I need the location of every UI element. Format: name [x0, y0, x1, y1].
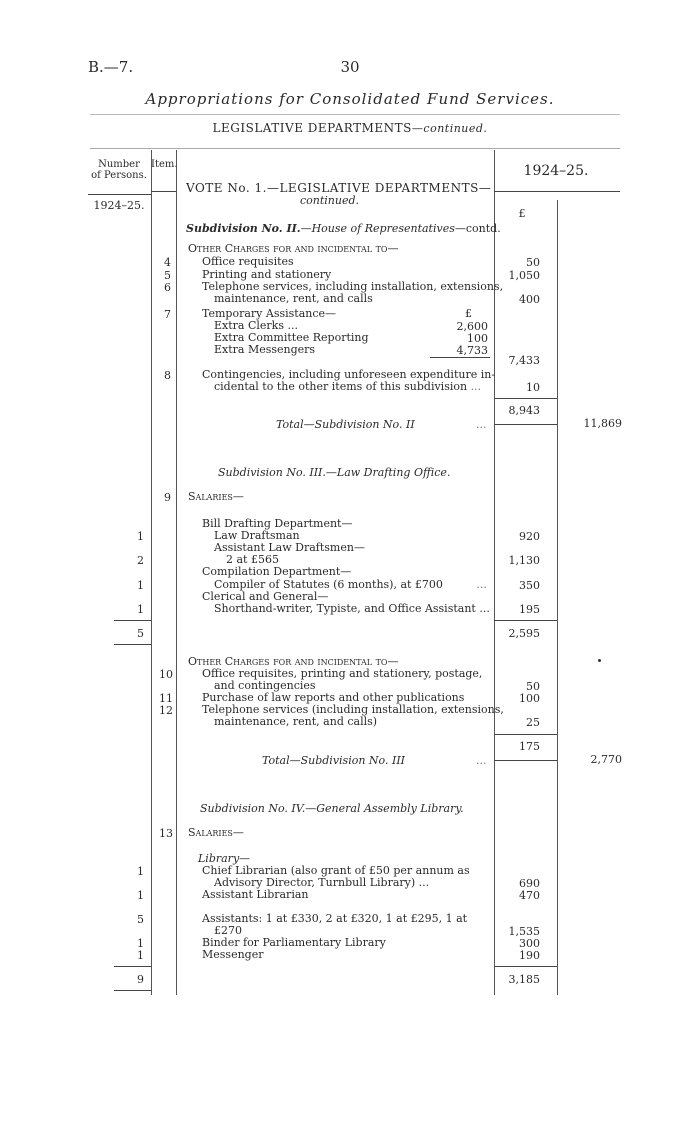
line-text: Printing and stationery — [202, 268, 332, 281]
line-text: Telephone services, including installation, extensions, — [202, 280, 504, 293]
line-amount: 1,130 — [508, 554, 540, 567]
line-text: Binder for Parliamentary Library — [202, 936, 386, 949]
sum-rule — [114, 990, 151, 991]
header-rule — [88, 194, 151, 195]
header-rule — [151, 191, 176, 192]
line-text: Bill Drafting Department— — [202, 517, 353, 530]
line-amount: 100 — [467, 332, 488, 345]
column-divider — [176, 150, 177, 995]
line-text: Assistants: 1 at £330, 2 at £320, 1 at £295, 1 at — [202, 912, 468, 925]
other-charges-heading: Other Charges for and incidental to— — [188, 242, 399, 255]
persons-count: 1 — [137, 603, 144, 616]
sum-rule — [114, 966, 151, 967]
line-text: Advisory Director, Turnbull Library) ... — [214, 876, 430, 889]
subdivision-total: 11,869 — [583, 417, 622, 430]
subdivision-total: 2,770 — [590, 753, 622, 766]
line-amount: 7,433 — [508, 354, 540, 367]
line-text: Compilation Department— — [202, 565, 352, 578]
item-number: 12 — [159, 704, 173, 717]
pound-sign: £ — [465, 307, 472, 320]
sum-rule — [114, 620, 151, 621]
persons-count: 1 — [137, 579, 144, 592]
other-charges-heading: Other Charges for and incidental to— — [188, 655, 399, 668]
title-rule — [90, 114, 620, 115]
line-text: Purchase of law reports and other publications — [202, 691, 465, 704]
line-text: maintenance, rent, and calls — [214, 292, 373, 305]
line-amount: 195 — [519, 603, 540, 616]
leader-dots: ... — [476, 754, 487, 767]
line-text: Law Draftsman — [214, 529, 300, 542]
table-top-rule — [90, 148, 620, 149]
persons-count: 1 — [137, 937, 144, 950]
vote-heading: VOTE No. 1.—LEGISLATIVE DEPARTMENTS— — [186, 181, 492, 195]
sum-rule — [494, 966, 557, 967]
item-number: 7 — [164, 308, 171, 321]
line-text: Temporary Assistance— — [202, 307, 337, 320]
item-number: 8 — [164, 369, 171, 382]
line-text: Compiler of Statutes (6 months), at £700 ... — [214, 578, 487, 591]
item-number: 9 — [164, 491, 171, 504]
subdivision-heading: Subdivision No. IV.—General Assembly Library. — [200, 802, 464, 815]
line-amount: 2,600 — [456, 320, 488, 333]
line-text: Library— — [198, 852, 251, 865]
item-number: 6 — [164, 281, 171, 294]
line-text: Contingencies, including unforeseen expenditure in- — [202, 368, 496, 381]
persons-total: 9 — [137, 973, 144, 986]
line-text: maintenance, rent, and calls) — [214, 715, 378, 728]
salaries-heading: Salaries— — [188, 490, 244, 503]
line-amount: 190 — [519, 949, 540, 962]
line-text: Shorthand-writer, Typiste, and Office Assistant ... — [214, 602, 490, 615]
line-amount: 50 — [526, 680, 540, 693]
salaries-heading: Salaries— — [188, 826, 244, 839]
line-text: Messenger — [202, 948, 264, 961]
persons-count: 1 — [137, 530, 144, 543]
line-text: 2 at £565 — [226, 553, 279, 566]
subtotal-amount: 2,595 — [508, 627, 540, 640]
page-title: Appropriations for Consolidated Fund Services. — [145, 90, 555, 108]
persons-count: 2 — [137, 554, 144, 567]
document-reference: B.—7. — [88, 58, 134, 76]
line-amount: 300 — [519, 937, 540, 950]
item-number: 5 — [164, 269, 171, 282]
persons-column-header: Number of Persons. — [91, 159, 147, 181]
subdivision-heading: Subdivision No. III.—Law Drafting Office. — [218, 466, 451, 479]
line-amount: 1,050 — [508, 269, 540, 282]
line-amount: 400 — [519, 293, 540, 306]
line-amount: 10 — [526, 381, 540, 394]
item-number: 11 — [159, 692, 173, 705]
persons-count: 5 — [137, 913, 144, 926]
sum-rule — [494, 424, 557, 425]
sum-rule — [494, 734, 557, 735]
subtotal-amount: 8,943 — [508, 404, 540, 417]
sum-rule — [494, 760, 557, 761]
line-amount: 1,535 — [508, 925, 540, 938]
persons-count: 1 — [137, 949, 144, 962]
item-number: 10 — [159, 668, 173, 681]
subtotal-amount: 3,185 — [508, 973, 540, 986]
line-text: Chief Librarian (also grant of £50 per annum as — [202, 864, 470, 877]
amount-year: 1924–25. — [523, 163, 589, 179]
line-text: Office requisites — [202, 255, 294, 268]
header-rule — [494, 191, 620, 192]
line-amount: 50 — [526, 256, 540, 269]
subdivision-heading: Subdivision No. II.—House of Representatives—contd. — [186, 222, 501, 235]
line-text: Extra Clerks ... — [214, 319, 298, 332]
line-amount: 920 — [519, 530, 540, 543]
line-amount: 4,733 — [456, 344, 488, 357]
persons-year: 1924–25. — [93, 199, 145, 212]
line-text: Assistant Librarian — [202, 888, 309, 901]
line-text: Office requisites, printing and stationery, postage, — [202, 667, 483, 680]
line-text: Clerical and General— — [202, 590, 329, 603]
line-text: cidental to the other items of this subdivision ... — [214, 380, 482, 393]
item-number: 4 — [164, 256, 171, 269]
subdivision-total-label: Total—Subdivision No. II — [276, 418, 415, 431]
line-text: £270 — [214, 924, 242, 937]
line-amount: 350 — [519, 579, 540, 592]
persons-count: 1 — [137, 889, 144, 902]
vote-continued: continued. — [300, 194, 360, 207]
line-amount: 100 — [519, 692, 540, 705]
line-amount: 25 — [526, 716, 540, 729]
sum-rule — [114, 644, 151, 645]
page-number: 30 — [340, 58, 360, 76]
line-text: Extra Messengers — [214, 343, 316, 356]
line-amount: 470 — [519, 889, 540, 902]
sum-rule — [494, 620, 557, 621]
leader-dots: ... — [476, 418, 487, 431]
section-subtitle: LEGISLATIVE DEPARTMENTS—continued. — [212, 121, 488, 135]
ink-speck — [598, 659, 601, 662]
line-text: Telephone services (including installation, extensions, — [202, 703, 504, 716]
line-text: and contingencies — [214, 679, 316, 692]
subtotal-amount: 175 — [519, 740, 540, 753]
persons-count: 1 — [137, 865, 144, 878]
item-column-header: Item. — [151, 159, 178, 170]
line-amount: 690 — [519, 877, 540, 890]
item-number: 13 — [159, 827, 173, 840]
line-text: Assistant Law Draftsmen— — [214, 541, 365, 554]
persons-total: 5 — [137, 627, 144, 640]
pound-sign: £ — [518, 207, 526, 220]
line-text: Extra Committee Reporting — [214, 331, 369, 344]
column-divider — [557, 200, 558, 995]
sum-rule — [494, 398, 557, 399]
subdivision-total-label: Total—Subdivision No. III — [262, 754, 406, 767]
